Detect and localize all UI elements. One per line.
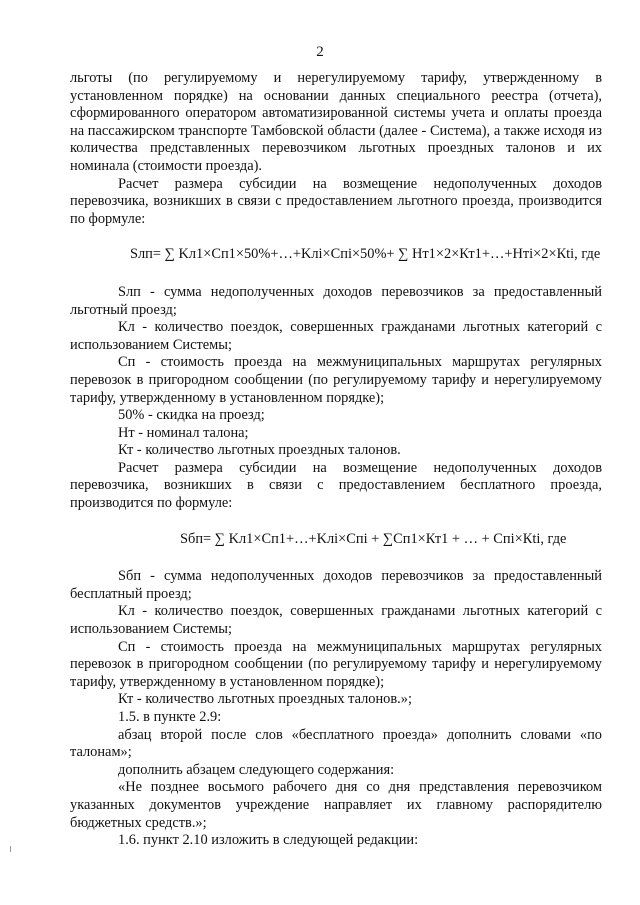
item-1-5-para-2: абзац второй после слов «бесплатного проезда» дополнить словами «по талонам»; xyxy=(70,726,602,761)
definition-kl-2: Кл - количество поездок, совершенных гражданами льготных категорий с использованием Системы; xyxy=(70,603,602,638)
paragraph-free-formula-intro: Расчет размера субсидии на возмещение недополученных доходов перевозчика, возникших в связи с предоставлением бесплатного проезда, производится по формуле: xyxy=(70,459,602,512)
item-1-6: 1.6. пункт 2.10 изложить в следующей редакции: xyxy=(118,832,419,849)
formula-free: Sбп= ∑ Kл1×Cп1+…+Kлi×Cпi + ∑Cп1×Кт1 + … + Cпi×Кti, где xyxy=(180,530,567,547)
item-1-5-quote: «Не позднее восьмого рабочего дня со дня представления перевозчиком указанных документов учреждение направляет их главному распорядителю бюджетных средств.»; xyxy=(70,779,602,831)
item-1-5: 1.5. в пункте 2.9: xyxy=(118,709,222,725)
definition-kl: Кл - количество поездок, совершенных гражданами льготных категорий с использованием Системы; xyxy=(70,319,602,353)
paragraph-benefits-basis: льготы (по регулируемому и нерегулируемому тарифу, утвержденному в установленном порядке) на основании данных специального реестра (отчета), сформированного оператором автоматизированной системы учета и оплаты проезда на пассажирском транспорте Тамбовской области (далее - Система), а также исходя из количества представленных перевозчиком льготных проездных талонов и их номинала (стоимости проезда). xyxy=(70,70,602,174)
definition-sp-2: Сп - стоимость проезда на межмуниципальных маршрутах регулярных перевозок в пригородном сообщении (по регулируемому тарифу и нерегулируемому тарифу, утвержденному в установленном порядке); xyxy=(70,638,602,690)
definition-kt: Кт - количество льготных проездных талонов. xyxy=(118,442,401,459)
document-body xyxy=(70,70,602,850)
definition-slp: Sлп - сумма недополученных доходов перевозчиков за предоставленный льготный проезд; xyxy=(70,283,602,318)
definition-sp: Сп - стоимость проезда на межмуниципальных маршрутах регулярных перевозок в пригородном сообщении (по регулируемому тарифу и нерегулируемому тарифу, утвержденному в установленном порядке); xyxy=(70,354,602,406)
definition-sbp: Sбп - сумма недополученных доходов перевозчиков за предоставленный бесплатный проезд; xyxy=(70,568,602,602)
definition-nt: Нт - номинал талона; xyxy=(118,424,249,441)
formula-preferential: Sлп= ∑ Kл1×Cп1×50%+…+Kлi×Cпi×50%+ ∑ Нт1×2×Кт1+…+Нтi×2×Кti, где xyxy=(130,246,601,263)
definition-discount: 50% - скидка на проезд; xyxy=(118,407,265,424)
item-1-5-add: дополнить абзацем следующего содержания: xyxy=(118,761,395,778)
paragraph-preferential-formula-intro: Расчет размера субсидии на возмещение недополученных доходов перевозчика, возникших в связи с предоставлением льготного проезда, производится по формуле: xyxy=(70,175,602,227)
definition-kt-2: Кт - количество льготных проездных талонов.»; xyxy=(118,691,412,708)
scan-speck xyxy=(10,846,11,852)
page-number: 2 xyxy=(316,44,324,60)
